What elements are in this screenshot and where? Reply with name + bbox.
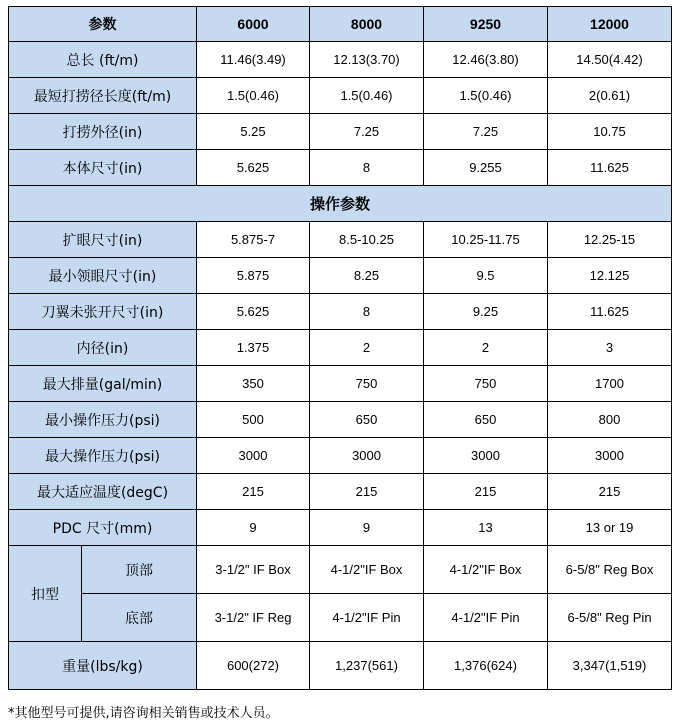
cell-value: 4-1/2"IF Pin bbox=[310, 594, 424, 642]
cell-value: 7.25 bbox=[310, 114, 424, 150]
cell-value: 13 bbox=[424, 510, 548, 546]
cell-value: 9 bbox=[310, 510, 424, 546]
cell-value: 11.625 bbox=[548, 150, 672, 186]
cell-value: 7.25 bbox=[424, 114, 548, 150]
table-row bbox=[9, 42, 672, 78]
cell-value: 11.625 bbox=[548, 294, 672, 330]
cell-value: 12.46(3.80) bbox=[424, 42, 548, 78]
connection-label: 扣型 bbox=[9, 546, 82, 642]
cell-value: 9 bbox=[197, 510, 310, 546]
cell-value: 5.875-7 bbox=[197, 222, 310, 258]
cell-value: 750 bbox=[310, 366, 424, 402]
table-row bbox=[9, 150, 672, 186]
row-label: PDC 尺寸(mm) bbox=[9, 510, 197, 546]
cell-value: 800 bbox=[548, 402, 672, 438]
cell-value: 8.25 bbox=[310, 258, 424, 294]
cell-value: 500 bbox=[197, 402, 310, 438]
cell-value: 5.875 bbox=[197, 258, 310, 294]
row-label: 最大操作压力(psi) bbox=[9, 438, 197, 474]
cell-value: 6-5/8" Reg Pin bbox=[548, 594, 672, 642]
cell-value: 350 bbox=[197, 366, 310, 402]
cell-value: 11.46(3.49) bbox=[197, 42, 310, 78]
connection-bottom-row bbox=[9, 594, 672, 642]
cell-value: 215 bbox=[548, 474, 672, 510]
cell-value: 5.625 bbox=[197, 294, 310, 330]
cell-value: 12.25-15 bbox=[548, 222, 672, 258]
cell-value: 8 bbox=[310, 294, 424, 330]
cell-value: 5.25 bbox=[197, 114, 310, 150]
row-label: 最大适应温度(degC) bbox=[9, 474, 197, 510]
cell-value: 13 or 19 bbox=[548, 510, 672, 546]
cell-value: 215 bbox=[310, 474, 424, 510]
table-row bbox=[9, 366, 672, 402]
cell-value: 750 bbox=[424, 366, 548, 402]
cell-value: 1.5(0.46) bbox=[197, 78, 310, 114]
table-row bbox=[9, 330, 672, 366]
row-label: 打捞外径(in) bbox=[9, 114, 197, 150]
cell-value: 3,347(1,519) bbox=[548, 642, 672, 690]
model-header-9250: 9250 bbox=[424, 7, 548, 42]
footnote: *其他型号可提供,请咨询相关销售或技术人员。 bbox=[8, 706, 279, 721]
param-header: 参数 bbox=[9, 7, 197, 42]
cell-value: 10.25-11.75 bbox=[424, 222, 548, 258]
cell-value: 2 bbox=[424, 330, 548, 366]
cell-value: 3-1/2" IF Reg bbox=[197, 594, 310, 642]
cell-value: 650 bbox=[310, 402, 424, 438]
cell-value: 12.13(3.70) bbox=[310, 42, 424, 78]
weight-row bbox=[9, 642, 672, 690]
table-row bbox=[9, 402, 672, 438]
cell-value: 1,237(561) bbox=[310, 642, 424, 690]
cell-value: 1.5(0.46) bbox=[310, 78, 424, 114]
cell-value: 3 bbox=[548, 330, 672, 366]
cell-value: 3-1/2" IF Box bbox=[197, 546, 310, 594]
row-label: 扩眼尺寸(in) bbox=[9, 222, 197, 258]
table-row bbox=[9, 222, 672, 258]
cell-value: 600(272) bbox=[197, 642, 310, 690]
cell-value: 2 bbox=[310, 330, 424, 366]
connection-top-label: 顶部 bbox=[82, 546, 197, 594]
cell-value: 3000 bbox=[548, 438, 672, 474]
cell-value: 1.5(0.46) bbox=[424, 78, 548, 114]
row-label: 刀翼未张开尺寸(in) bbox=[9, 294, 197, 330]
cell-value: 4-1/2"IF Box bbox=[424, 546, 548, 594]
cell-value: 8.5-10.25 bbox=[310, 222, 424, 258]
row-label: 最大排量(gal/min) bbox=[9, 366, 197, 402]
connection-top-row bbox=[9, 546, 672, 594]
model-header-8000: 8000 bbox=[310, 7, 424, 42]
cell-value: 650 bbox=[424, 402, 548, 438]
table-row bbox=[9, 294, 672, 330]
cell-value: 3000 bbox=[197, 438, 310, 474]
cell-value: 10.75 bbox=[548, 114, 672, 150]
header-row bbox=[9, 7, 672, 42]
cell-value: 1,376(624) bbox=[424, 642, 548, 690]
row-label: 内径(in) bbox=[9, 330, 197, 366]
cell-value: 12.125 bbox=[548, 258, 672, 294]
cell-value: 1700 bbox=[548, 366, 672, 402]
cell-value: 8 bbox=[310, 150, 424, 186]
table-row bbox=[9, 438, 672, 474]
table-row bbox=[9, 474, 672, 510]
cell-value: 9.255 bbox=[424, 150, 548, 186]
row-label: 总长 (ft/m) bbox=[9, 42, 197, 78]
cell-value: 9.5 bbox=[424, 258, 548, 294]
weight-label: 重量(lbs/kg) bbox=[9, 642, 197, 690]
row-label: 最小操作压力(psi) bbox=[9, 402, 197, 438]
table-row bbox=[9, 78, 672, 114]
section-title: 操作参数 bbox=[9, 186, 672, 222]
cell-value: 6-5/8" Reg Box bbox=[548, 546, 672, 594]
model-header-12000: 12000 bbox=[548, 7, 672, 42]
cell-value: 1.375 bbox=[197, 330, 310, 366]
cell-value: 4-1/2"IF Pin bbox=[424, 594, 548, 642]
row-label: 本体尺寸(in) bbox=[9, 150, 197, 186]
cell-value: 3000 bbox=[310, 438, 424, 474]
cell-value: 2(0.61) bbox=[548, 78, 672, 114]
row-label: 最小领眼尺寸(in) bbox=[9, 258, 197, 294]
cell-value: 215 bbox=[424, 474, 548, 510]
cell-value: 3000 bbox=[424, 438, 548, 474]
table-row bbox=[9, 114, 672, 150]
table-row bbox=[9, 510, 672, 546]
spec-table bbox=[8, 6, 672, 690]
cell-value: 215 bbox=[197, 474, 310, 510]
cell-value: 5.625 bbox=[197, 150, 310, 186]
cell-value: 9.25 bbox=[424, 294, 548, 330]
cell-value: 4-1/2"IF Box bbox=[310, 546, 424, 594]
cell-value: 14.50(4.42) bbox=[548, 42, 672, 78]
section-row bbox=[9, 186, 672, 222]
connection-bottom-label: 底部 bbox=[82, 594, 197, 642]
model-header-6000: 6000 bbox=[197, 7, 310, 42]
row-label: 最短打捞径长度(ft/m) bbox=[9, 78, 197, 114]
table-row bbox=[9, 258, 672, 294]
